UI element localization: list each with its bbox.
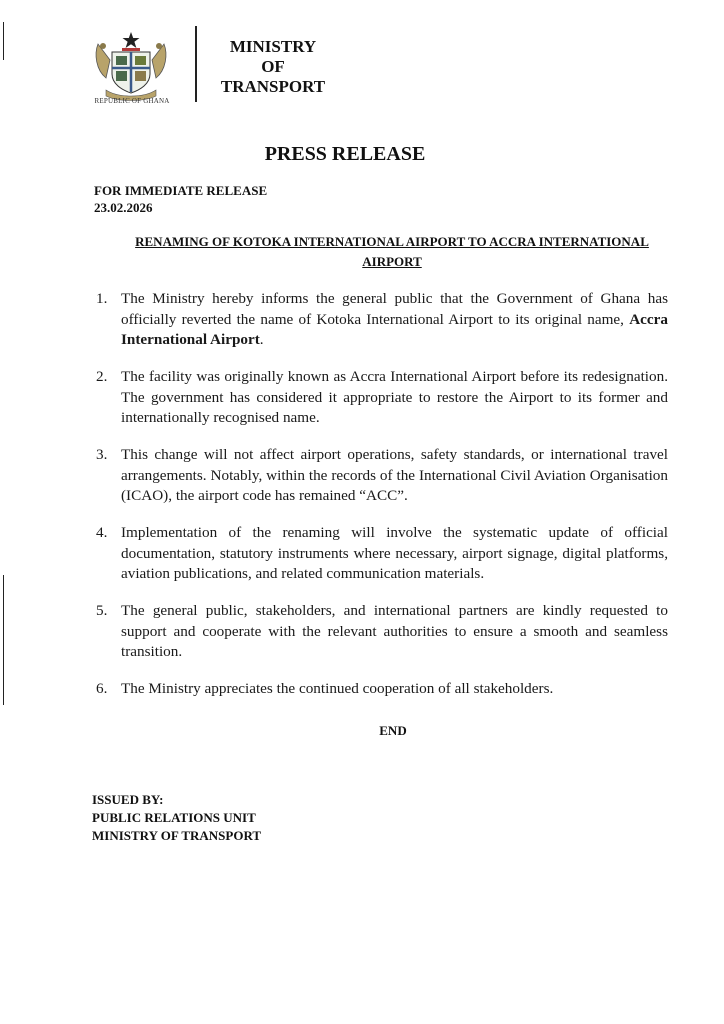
issued-label: ISSUED BY: — [92, 792, 164, 807]
item-number: 4. — [96, 524, 108, 541]
item-text: The general public, stakeholders, and international partners are kindly requested to support and cooperate with the relevant authorities to ensure a smooth and seamless transition. — [121, 602, 668, 660]
list-item — [96, 445, 668, 507]
page-title: PRESS RELEASE — [264, 143, 426, 165]
item-number: 5. — [96, 602, 108, 619]
issued-by-block — [92, 791, 261, 845]
item-text-end: . — [259, 331, 264, 348]
list-item — [96, 679, 668, 700]
issued-ministry: MINISTRY OF TRANSPORT — [92, 828, 262, 843]
crest-caption: REPUBLIC OF GHANA — [94, 97, 170, 105]
item-number: 3. — [96, 446, 108, 463]
item-text: This change will not affect airport operations, safety standards, or international travel arrangements. Notably, within the records of the International Civil Aviation Organisation (ICAO), the airport code has remained “ACC”. — [121, 446, 668, 504]
left-edge-mark — [3, 22, 4, 60]
ministry-line: OF — [261, 57, 285, 76]
release-label: FOR IMMEDIATE RELEASE — [94, 183, 268, 198]
list-item — [96, 367, 668, 429]
release-info — [94, 182, 267, 216]
ghana-coat-of-arms-icon — [92, 30, 170, 102]
item-number: 6. — [96, 680, 108, 697]
list-item — [96, 289, 668, 351]
ministry-line: TRANSPORT — [220, 77, 326, 96]
issued-unit: PUBLIC RELATIONS UNIT — [92, 810, 256, 825]
item-number: 1. — [96, 290, 108, 307]
left-edge-mark — [3, 575, 4, 705]
list-item — [96, 523, 668, 585]
header-divider — [195, 26, 197, 102]
item-text: The Ministry appreciates the continued cooperation of all stakeholders. — [121, 680, 554, 697]
item-text: The Ministry hereby informs the general public that the Government of Ghana has officially reverted the name of Kotoka International Airport to its original name, — [121, 290, 668, 328]
numbered-list — [96, 289, 668, 716]
release-date: 23.02.2026 — [94, 200, 153, 215]
subject-heading — [60, 232, 724, 272]
ministry-name — [198, 37, 348, 97]
item-number: 2. — [96, 368, 108, 385]
item-bold-text: Accra International Airport — [121, 310, 668, 348]
end-marker: END — [379, 723, 407, 738]
list-item — [96, 601, 668, 663]
ministry-line: MINISTRY — [229, 37, 317, 56]
item-text: Implementation of the renaming will involve the systematic update of official documentation, statutory instruments where necessary, airport signage, digital platforms, aviation publications, and related communication materials. — [121, 524, 668, 582]
subject-line: RENAMING OF KOTOKA INTERNATIONAL AIRPORT TO ACCRA INTERNATIONAL — [135, 234, 649, 249]
subject-line: AIRPORT — [362, 254, 422, 269]
item-text: The facility was originally known as Accra International Airport before its redesignation. The government has considered it appropriate to restore the Airport to its former and internationally recognised name. — [121, 368, 668, 426]
